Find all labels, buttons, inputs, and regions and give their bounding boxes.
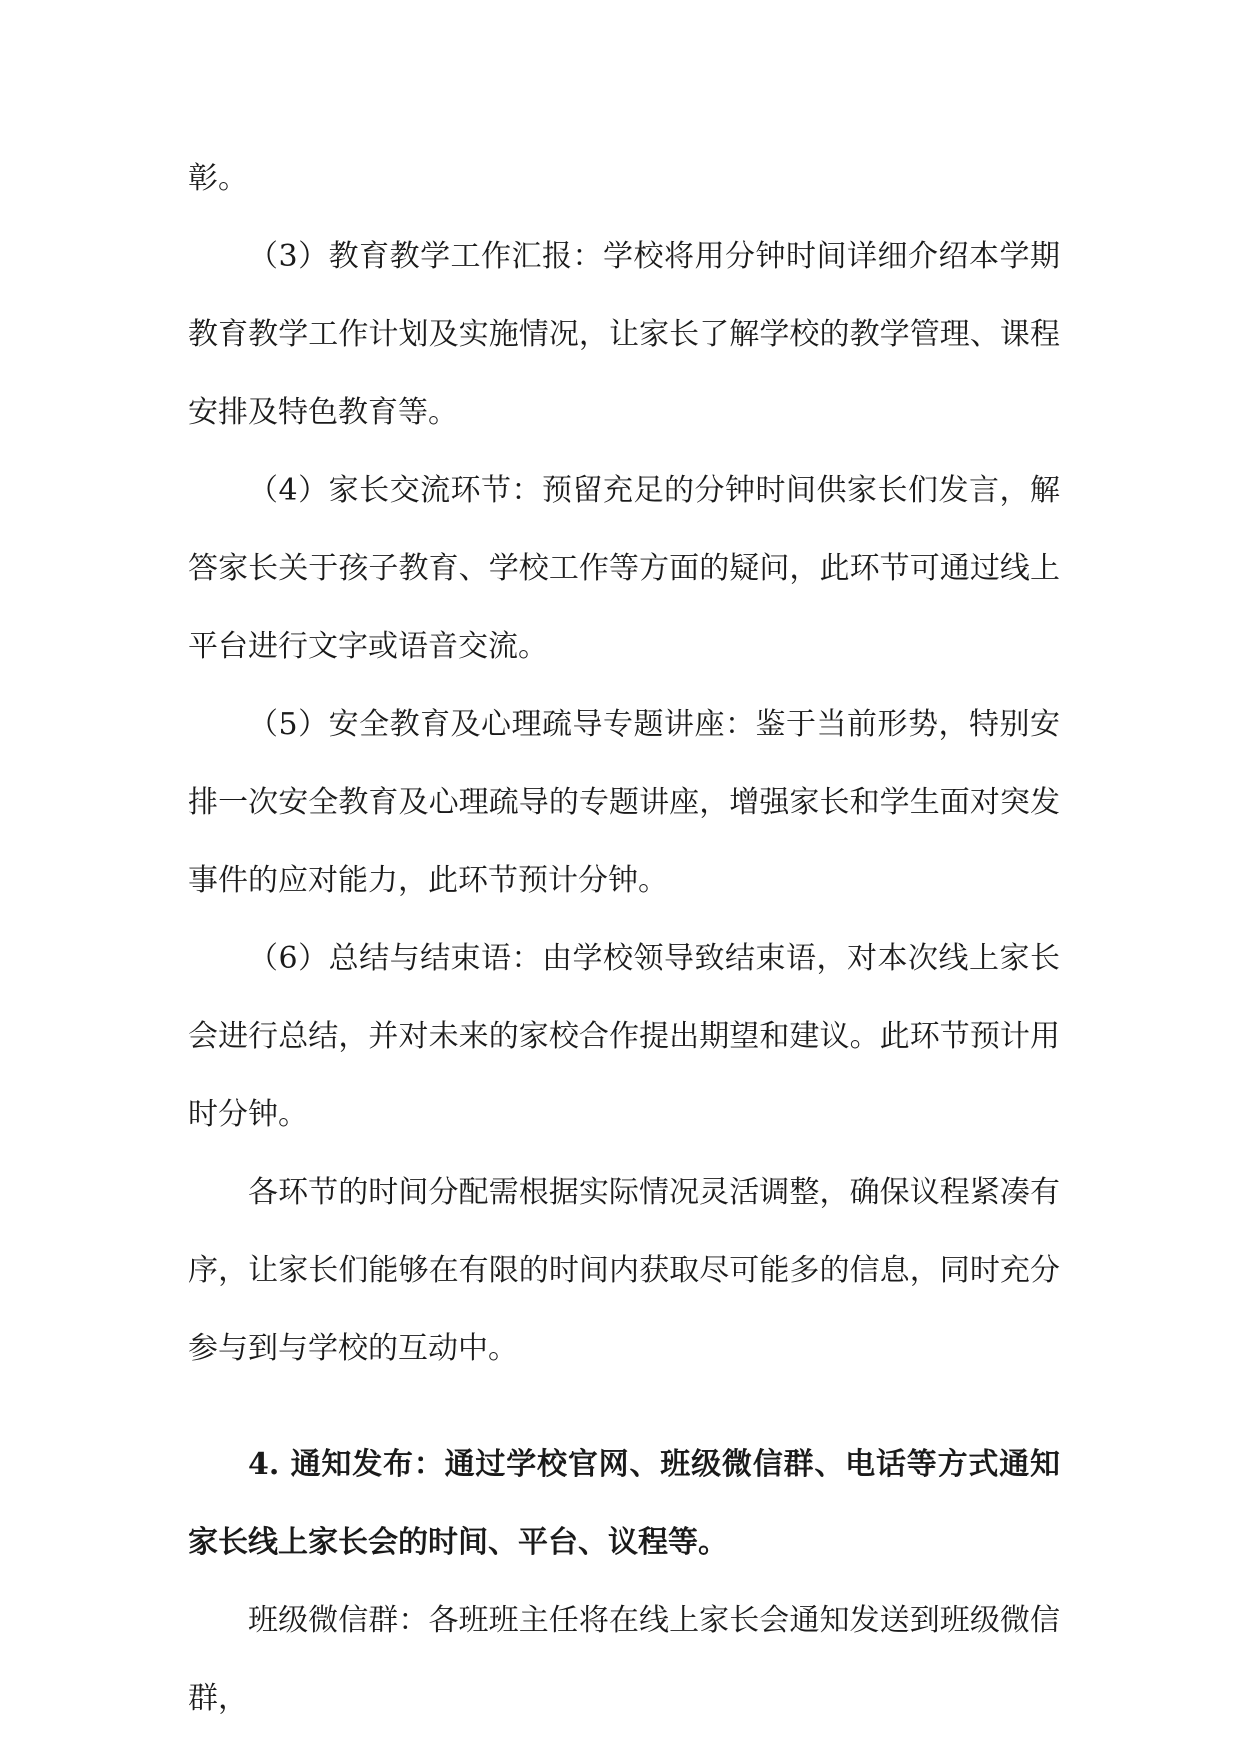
paragraph-item-3: （3）教育教学工作汇报：学校将用分钟时间详细介绍本学期教育教学工作计划及实施情况，让家长了解学校的教学管理、课程安排及特色教育等。 bbox=[188, 239, 1060, 430]
paragraph-item-5: （5）安全教育及心理疏导专题讲座：鉴于当前形势，特别安排一次安全教育及心理疏导的专题讲座，增强家长和学生面对突发事件的应对能力，此环节预计分钟。 bbox=[188, 707, 1060, 898]
document-body bbox=[188, 140, 1060, 1738]
paragraph-item-4: （4）家长交流环节：预留充足的分钟时间供家长们发言，解答家长关于孩子教育、学校工作等方面的疑问，此环节可通过线上平台进行文字或语音交流。 bbox=[188, 473, 1060, 664]
paragraph-summary: 各环节的时间分配需根据实际情况灵活调整，确保议程紧凑有序，让家长们能够在有限的时间内获取尽可能多的信息，同时充分参与到与学校的互动中。 bbox=[188, 1175, 1060, 1366]
paragraph-wechat-group: 班级微信群：各班班主任将在线上家长会通知发送到班级微信群， bbox=[188, 1603, 1060, 1716]
paragraph-continuation: 彰。 bbox=[188, 161, 248, 196]
section-heading-4: 4. 通知发布：通过学校官网、班级微信群、电话等方式通知家长线上家长会的时间、平台、议程等。 bbox=[188, 1447, 1060, 1560]
paragraph-item-6: （6）总结与结束语：由学校领导致结束语，对本次线上家长会进行总结，并对未来的家校合作提出期望和建议。此环节预计用时分钟。 bbox=[188, 941, 1060, 1132]
